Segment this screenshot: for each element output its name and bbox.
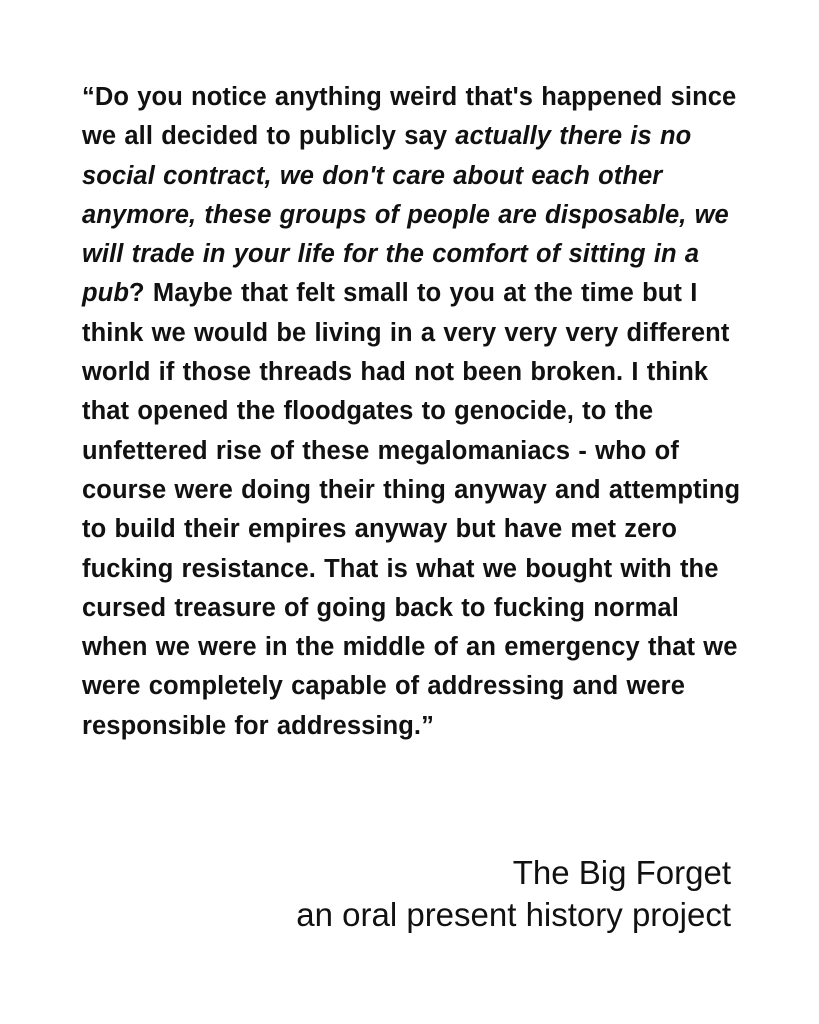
attribution-title: The Big Forget — [512, 854, 731, 891]
attribution-subtitle: an oral present history project — [296, 896, 731, 933]
attribution — [296, 852, 731, 936]
quote-segment-3: ? Maybe that felt small to you at the time but I think we would be living in a very very very different world if those threads had not been broken. I think that opened the floodgates to genocide, to the unfettered rise of these megalomaniacs - who of course were doing their thing anyway and attempting to build their empires anyway but have met zero fucking resistance. That is what we bought with the cursed treasure of going back to fucking normal when we were in the middle of an emergency that we were completely capable of addressing and were responsible for addressing. — [82, 279, 741, 740]
open-quote-mark: “ — [82, 83, 95, 111]
close-quote-mark: ” — [421, 711, 434, 740]
quote-segment-italic: actually there is no social contract, we don't care about each other anymore, these groups of people are disposable, we will trade in your life for the comfort of sitting in a pub — [82, 122, 729, 308]
quote-segment-1: Do you notice anything weird that's happened since we all decided to publicly say — [82, 83, 737, 151]
quote-text — [82, 78, 742, 746]
